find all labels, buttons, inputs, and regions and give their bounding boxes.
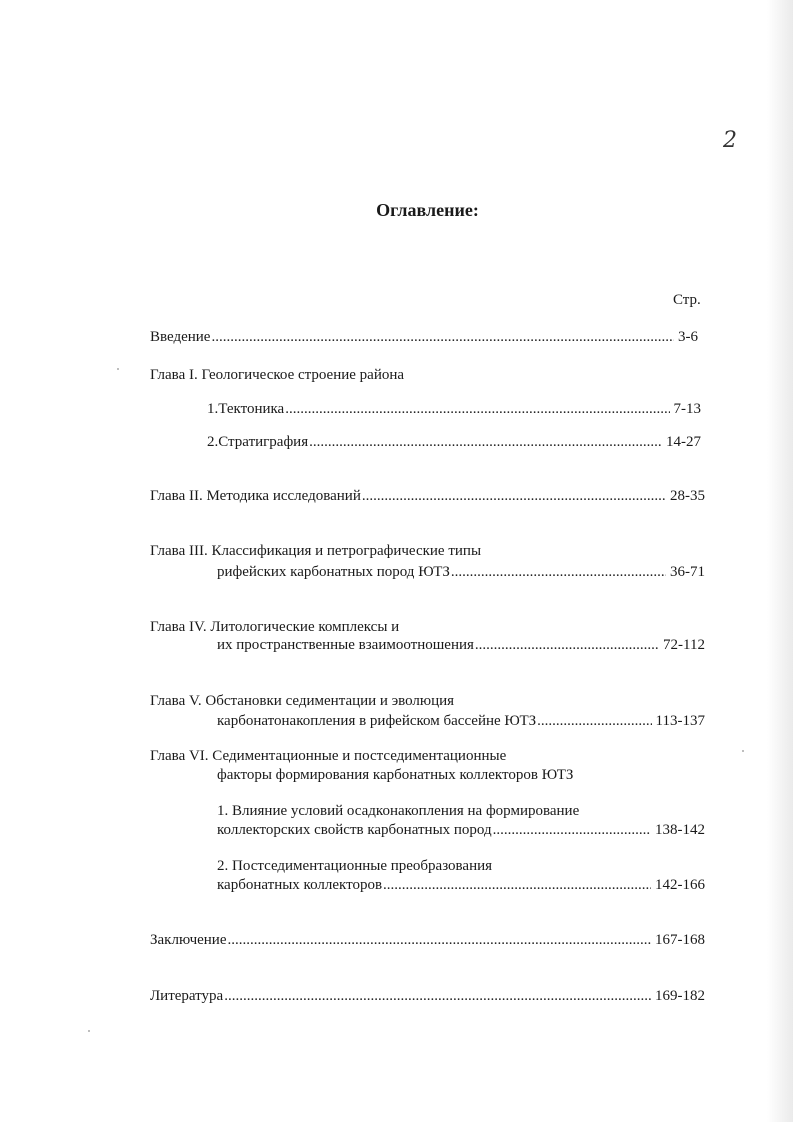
toc-pages: 7-13 — [673, 401, 701, 417]
toc-pages: 138-142 — [655, 822, 705, 838]
toc-leader — [537, 712, 651, 730]
toc-pages: 142-166 — [655, 877, 705, 893]
toc-entry-ch4 — [217, 636, 705, 654]
toc-label: коллекторских свойств карбонатных пород — [217, 822, 492, 838]
toc-label: их пространственные взаимоотношения — [217, 637, 474, 653]
toc-chapter-6-line1: Глава VI. Седиментационные и постседиментационные — [150, 748, 507, 764]
scan-speck — [88, 1030, 90, 1032]
scan-speck — [742, 750, 744, 752]
toc-entry-literature — [150, 987, 705, 1005]
toc-entry-ch5 — [217, 712, 705, 730]
toc-pages: 28-35 — [670, 488, 705, 504]
toc-pages: 14-27 — [666, 434, 701, 450]
toc-leader — [309, 433, 662, 451]
toc-label: Литература — [150, 988, 224, 1004]
toc-entry-ch6-2 — [217, 876, 705, 894]
toc-label: 1.Тектоника — [207, 401, 285, 417]
toc-entry-conclusion — [150, 931, 705, 949]
toc-label: 2.Стратиграфия — [207, 434, 309, 450]
toc-leader — [362, 487, 666, 505]
toc-entry-ch3 — [217, 563, 705, 581]
toc-entry-ch2 — [150, 487, 705, 505]
page-column-header: Стр. — [673, 292, 701, 308]
toc-leader — [228, 931, 652, 949]
toc-chapter-3-line1: Глава III. Классификация и петрографические типы — [150, 543, 482, 559]
toc-label: Глава II. Методика исследований — [150, 488, 361, 504]
toc-label: карбонатных коллекторов — [217, 877, 383, 893]
toc-label: рифейских карбонатных пород ЮТЗ — [217, 564, 450, 580]
toc-chapter-6-line2: факторы формирования карбонатных коллекторов ЮТЗ — [217, 767, 574, 783]
toc-pages: 36-71 — [670, 564, 705, 580]
toc-leader — [383, 876, 651, 894]
toc-section-6-2-line1: 2. Постседиментационные преобразования — [217, 858, 493, 874]
toc-chapter-1: Глава I. Геологическое строение района — [150, 367, 405, 383]
toc-pages: 3-6 — [678, 329, 698, 345]
toc-entry-ch6-1 — [217, 821, 705, 839]
toc-label: карбонатонакопления в рифейском бассейне ЮТЗ — [217, 713, 537, 729]
toc-entry-intro — [150, 328, 698, 346]
toc-leader — [451, 563, 666, 581]
toc-entry-ch1-2 — [207, 433, 701, 451]
toc-entry-ch1-1 — [207, 400, 701, 418]
toc-pages: 169-182 — [655, 988, 705, 1004]
scan-speck — [117, 368, 119, 370]
toc-leader — [211, 328, 674, 346]
toc-section-6-1-line1: 1. Влияние условий осадконакопления на формирование — [217, 803, 580, 819]
page-number: 2 — [723, 128, 737, 153]
toc-leader — [475, 636, 659, 654]
toc-chapter-4-line1: Глава IV. Литологические комплексы и — [150, 619, 400, 635]
toc-leader — [493, 821, 651, 839]
page-title: Оглавление: — [376, 200, 479, 220]
toc-pages: 72-112 — [663, 637, 705, 653]
scan-edge-shadow — [767, 0, 793, 1122]
toc-label: Введение — [150, 329, 211, 345]
toc-leader — [224, 987, 651, 1005]
toc-pages: 113-137 — [655, 713, 705, 729]
toc-pages: 167-168 — [655, 932, 705, 948]
toc-label: Заключение — [150, 932, 227, 948]
toc-leader — [285, 400, 669, 418]
toc-chapter-5-line1: Глава V. Обстановки седиментации и эволюция — [150, 693, 455, 709]
